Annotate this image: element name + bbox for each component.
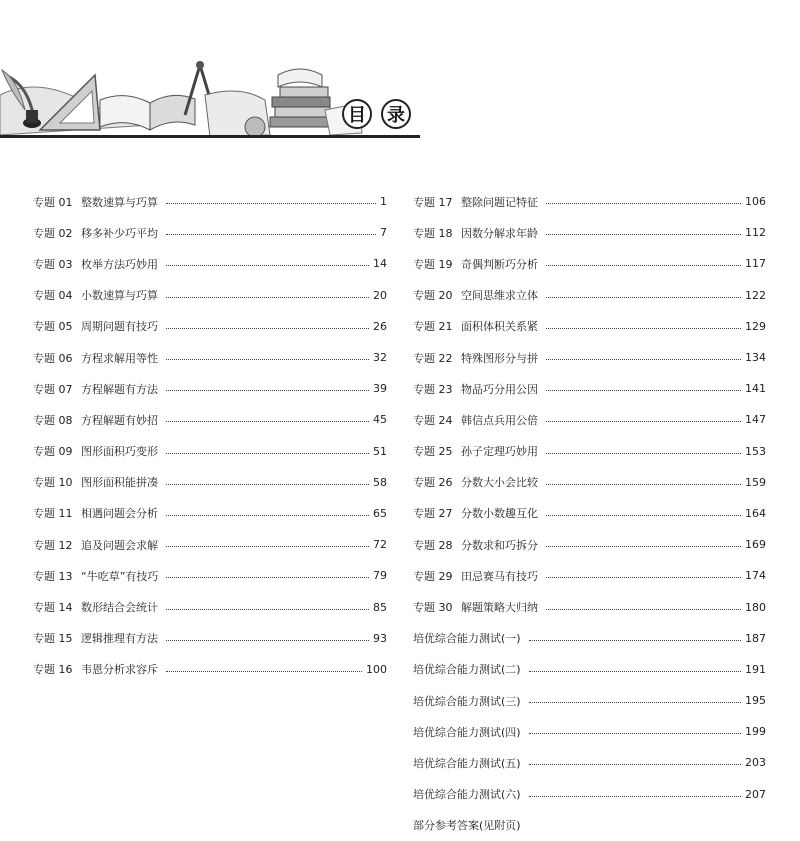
toc-entry-number: 专题 20: [413, 289, 453, 303]
toc-leader-dots: [166, 453, 369, 454]
toc-entry-title: 特殊图形分与拼: [461, 351, 538, 365]
toc-entry[interactable]: [413, 591, 766, 622]
toc-entry-title: 因数分解求年龄: [461, 226, 538, 240]
toc-entry-number: 专题 01: [33, 195, 73, 209]
toc-entry-number: 专题 18: [413, 226, 453, 240]
toc-entry-title: 逻辑推理有方法: [81, 632, 158, 646]
toc-entry-title: 解题策略大归纳: [461, 601, 538, 615]
toc-entry-title: 韦恩分析求容斥: [81, 663, 158, 677]
toc-entry-page: 159: [745, 475, 766, 489]
toc-entry-page: 85: [373, 600, 387, 614]
toc-entry-page: 32: [373, 351, 387, 365]
toc-leader-dots: [546, 234, 741, 235]
toc-entry-page: 141: [745, 382, 766, 396]
toc-leader-dots: [546, 265, 741, 266]
toc-entry-page: 100: [366, 662, 387, 676]
toc-entry-number: 专题 29: [413, 569, 453, 583]
toc-entry-title: 分数大小会比较: [461, 476, 538, 490]
toc-entry[interactable]: [33, 373, 387, 404]
toc-entry[interactable]: [413, 311, 766, 342]
toc-entry-title: 相遇问题会分析: [81, 507, 158, 521]
toc-entry-title: “牛吃草”有技巧: [81, 569, 159, 583]
toc-leader-dots: [166, 234, 376, 235]
toc-leader-dots: [166, 515, 369, 516]
toc-entry[interactable]: [33, 591, 387, 622]
toc-entry-title: 小数速算与巧算: [81, 289, 158, 303]
toc-leader-dots: [166, 359, 369, 360]
toc-entry[interactable]: [413, 217, 766, 248]
title-char-lu: 录: [381, 99, 411, 129]
toc-entry[interactable]: [413, 560, 766, 591]
toc-entry-title: 韩信点兵用公倍: [461, 413, 538, 427]
toc-entry-number: 专题 25: [413, 445, 453, 459]
toc-entry-number: 专题 12: [33, 538, 73, 552]
toc-entry-page: 106: [745, 195, 766, 209]
toc-entry[interactable]: [413, 779, 766, 810]
toc-leader-dots: [546, 453, 741, 454]
toc-entry-title: 培优综合能力测试(四): [413, 725, 521, 739]
toc-entry[interactable]: [33, 280, 387, 311]
toc-leader-dots: [546, 203, 741, 204]
toc-entry-page: 79: [373, 569, 387, 583]
toc-entry-page: 39: [373, 382, 387, 396]
toc-entry[interactable]: [413, 404, 766, 435]
toc-entry-number: 专题 08: [33, 413, 73, 427]
toc-leader-dots: [546, 546, 741, 547]
toc-entry-page: 129: [745, 319, 766, 333]
toc-entry[interactable]: [413, 716, 766, 747]
toc-entry[interactable]: [413, 623, 766, 654]
toc-entry-number: 专题 21: [413, 320, 453, 334]
toc-entry-page: 147: [745, 413, 766, 427]
toc-entry[interactable]: [33, 467, 387, 498]
toc-entry-title: 图形面积巧变形: [81, 445, 158, 459]
toc-entry-number: 专题 05: [33, 320, 73, 334]
toc-leader-dots: [166, 671, 362, 672]
toc-leader-dots: [546, 359, 741, 360]
toc-entry-number: 专题 13: [33, 569, 73, 583]
toc-leader-dots: [166, 297, 369, 298]
toc-entry-page: 199: [745, 725, 766, 739]
toc-entry-title: 空间思维求立体: [461, 289, 538, 303]
toc-entry-title: 培优综合能力测试(五): [413, 756, 521, 770]
toc-leader-dots: [529, 640, 741, 641]
toc-leader-dots: [166, 328, 369, 329]
toc-leader-dots: [529, 796, 741, 797]
toc-leader-dots: [546, 515, 741, 516]
toc-leader-dots: [529, 764, 741, 765]
header-banner: [0, 55, 800, 145]
toc-entry-number: 专题 24: [413, 413, 453, 427]
toc-entry-page: 191: [745, 662, 766, 676]
toc-entry-title: 方程解题有方法: [81, 382, 158, 396]
toc-leader-dots: [166, 546, 369, 547]
toc-entry[interactable]: [33, 436, 387, 467]
toc-entry-page: 26: [373, 319, 387, 333]
toc-entry-number: 专题 26: [413, 476, 453, 490]
toc-entry-number: 专题 09: [33, 445, 73, 459]
toc-entry-title: 移多补少巧平均: [81, 226, 158, 240]
toc-entry-title: 部分参考答案(见附页): [413, 819, 521, 833]
toc-leader-dots: [529, 702, 741, 703]
toc-entry[interactable]: [413, 248, 766, 279]
toc-entry-number: 专题 30: [413, 601, 453, 615]
toc-entry-title: 奇偶判断巧分析: [461, 257, 538, 271]
toc-entry-page: 58: [373, 475, 387, 489]
toc-entry-number: 专题 03: [33, 257, 73, 271]
toc-entry-title: 方程求解用等性: [81, 351, 158, 365]
toc-entry-number: 专题 28: [413, 538, 453, 552]
toc-entry-page: 164: [745, 506, 766, 520]
toc-entry-title: 方程解题有妙招: [81, 413, 158, 427]
toc-entry[interactable]: [413, 810, 766, 841]
toc-entry-page: 134: [745, 351, 766, 365]
toc-leader-dots: [166, 577, 369, 578]
toc-entry[interactable]: [413, 373, 766, 404]
toc-entry-number: 专题 16: [33, 663, 73, 677]
toc-entry-number: 专题 02: [33, 226, 73, 240]
toc-entry-title: 数形结合会统计: [81, 601, 158, 615]
toc-entry-number: 专题 15: [33, 632, 73, 646]
title-char-mu: 目: [342, 99, 372, 129]
toc-entry-title: 整除问题记特征: [461, 195, 538, 209]
toc-entry-title: 物品巧分用公因: [461, 382, 538, 396]
toc-entry[interactable]: [413, 436, 766, 467]
toc-entry[interactable]: [413, 342, 766, 373]
toc-entry-number: 专题 27: [413, 507, 453, 521]
toc-entry[interactable]: [33, 498, 387, 529]
toc-leader-dots: [529, 671, 741, 672]
toc-entry[interactable]: [33, 311, 387, 342]
toc-entry-title: 面积体积关系紧: [461, 320, 538, 334]
toc-entry-number: 专题 22: [413, 351, 453, 365]
toc-entry-page: 203: [745, 756, 766, 770]
toc-entry-title: 孙子定理巧妙用: [461, 445, 538, 459]
toc-entry-page: 122: [745, 288, 766, 302]
toc-leader-dots: [166, 640, 369, 641]
toc-entry-page: 65: [373, 506, 387, 520]
toc-entry-title: 分数小数趣互化: [461, 507, 538, 521]
toc-entry-title: 追及问题会求解: [81, 538, 158, 552]
toc-entry-page: 174: [745, 569, 766, 583]
toc-leader-dots: [166, 265, 369, 266]
toc-entry-number: 专题 17: [413, 195, 453, 209]
toc-leader-dots: [166, 421, 369, 422]
toc-entry[interactable]: [33, 217, 387, 248]
toc-entry-page: 153: [745, 444, 766, 458]
toc-entry-number: 专题 19: [413, 257, 453, 271]
toc-entry-title: 周期问题有技巧: [81, 320, 158, 334]
toc-entry[interactable]: [413, 280, 766, 311]
toc-entry-page: 1: [380, 195, 387, 209]
toc-entry-number: 专题 06: [33, 351, 73, 365]
toc-entry-page: 207: [745, 787, 766, 801]
toc-entry-page: 169: [745, 538, 766, 552]
toc-leader-dots: [546, 484, 741, 485]
toc-entry[interactable]: [33, 248, 387, 279]
toc-entry-page: 187: [745, 631, 766, 645]
toc-entry[interactable]: [413, 747, 766, 778]
toc-leader-dots: [546, 390, 741, 391]
toc-entry-page: 45: [373, 413, 387, 427]
toc-entry-title: 培优综合能力测试(三): [413, 694, 521, 708]
toc-entry-page: 195: [745, 694, 766, 708]
toc-entry[interactable]: [413, 186, 766, 217]
toc-entry-number: 专题 14: [33, 601, 73, 615]
toc-entry-title: 图形面积能拼凑: [81, 476, 158, 490]
header-rule: [0, 135, 420, 138]
toc-entry[interactable]: [33, 342, 387, 373]
toc-entry-page: 72: [373, 538, 387, 552]
toc-entry-title: 培优综合能力测试(二): [413, 663, 521, 677]
toc-entry-page: 51: [373, 444, 387, 458]
toc-entry-page: 112: [745, 226, 766, 240]
toc-entry-number: 专题 04: [33, 289, 73, 303]
toc-entry[interactable]: [413, 654, 766, 685]
toc-entry-title: 整数速算与巧算: [81, 195, 158, 209]
toc-entry-title: 田忌赛马有技巧: [461, 569, 538, 583]
toc-entry-title: 枚举方法巧妙用: [81, 257, 158, 271]
toc-entry-page: 14: [373, 257, 387, 271]
toc-entry[interactable]: [33, 404, 387, 435]
toc-entry-page: 7: [380, 226, 387, 240]
toc-leader-dots: [166, 609, 369, 610]
toc-entry[interactable]: [33, 560, 387, 591]
toc-entry[interactable]: [33, 654, 387, 685]
toc-leader-dots: [546, 328, 741, 329]
toc-entry[interactable]: [33, 623, 387, 654]
toc-entry[interactable]: [33, 529, 387, 560]
toc-entry[interactable]: [413, 529, 766, 560]
toc-leader-dots: [166, 484, 369, 485]
toc-entry[interactable]: [413, 685, 766, 716]
toc-entry-title: 培优综合能力测试(六): [413, 788, 521, 802]
toc-entry[interactable]: [413, 467, 766, 498]
toc-entry-title: 分数求和巧拆分: [461, 538, 538, 552]
toc-entry-number: 专题 11: [33, 507, 73, 521]
toc-entry[interactable]: [413, 498, 766, 529]
toc-entry-number: 专题 07: [33, 382, 73, 396]
toc-entry[interactable]: [33, 186, 387, 217]
toc-entry-page: 180: [745, 600, 766, 614]
toc-leader-dots: [166, 203, 376, 204]
toc-entry-page: 20: [373, 288, 387, 302]
toc-leader-dots: [529, 733, 741, 734]
toc-entry-page: 93: [373, 631, 387, 645]
toc-leader-dots: [546, 609, 741, 610]
toc-entry-number: 专题 23: [413, 382, 453, 396]
toc-leader-dots: [546, 421, 741, 422]
toc-leader-dots: [546, 577, 741, 578]
toc-entry-number: 专题 10: [33, 476, 73, 490]
toc-left-column: [33, 186, 387, 685]
toc-entry-title: 培优综合能力测试(一): [413, 632, 521, 646]
toc-leader-dots: [166, 390, 369, 391]
toc-right-column: [413, 186, 766, 841]
toc-leader-dots: [546, 297, 741, 298]
toc-entry-page: 117: [745, 257, 766, 271]
